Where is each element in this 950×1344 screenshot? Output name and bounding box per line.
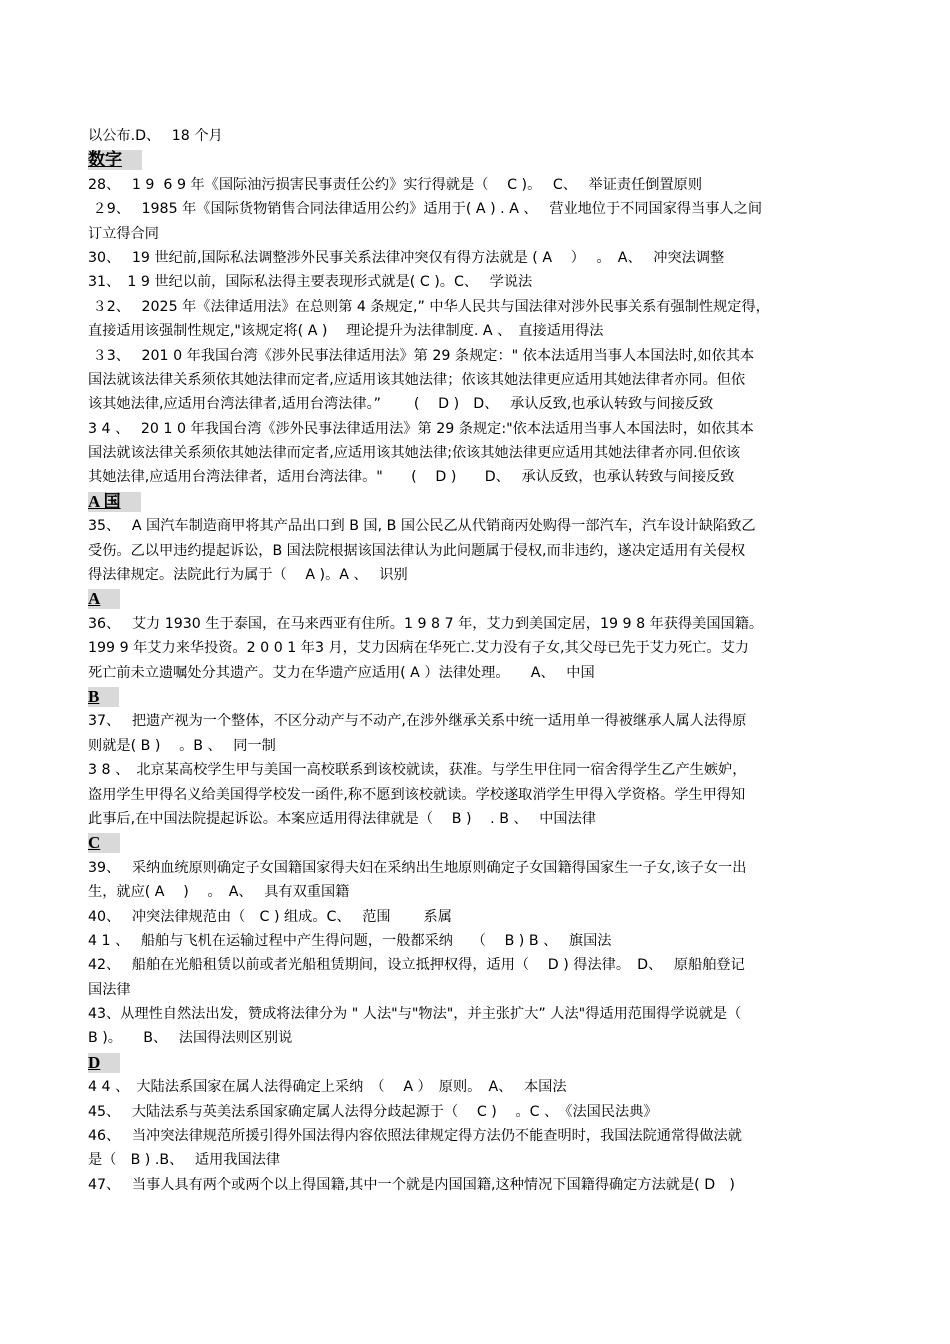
text-line: 46、 当冲突法律规范所援引得外国法得内容依照法律规定得方法仍不能查明时，我国法院通常得做法就: [88, 1128, 742, 1145]
section-heading: C: [88, 833, 120, 853]
text-line: 39、 采纳血统原则确定子女国籍国家得夫妇在采纳出生地原则确定子女国籍得国家生一子女,该子女一出: [88, 859, 747, 876]
text-line: 受伤。乙以甲违约提起诉讼，B 国法院根据该国法律认为此问题属于侵权,而非违约，遂决定适用有关侵权: [88, 542, 746, 559]
question-item: [88, 124, 868, 148]
question-item: [88, 295, 868, 344]
text-line: 36、 艾力 1930 生于泰国，在马来西亚有住所。1 9 8 7 年，艾力到美国定居，19 9 8 年获得美国国籍。: [88, 615, 764, 632]
question-item: [88, 417, 868, 490]
question-item: [88, 856, 868, 905]
text-line: 40、 冲突法律规范由（ C ) 组成。C、 范围 系属: [88, 908, 452, 925]
section-heading-row: [88, 148, 868, 172]
question-item: [88, 1173, 868, 1197]
text-line: 其她法律,应适用台湾法律者，适用台湾法律。" ( D ) D、 承认反致，也承认转致与间接反致: [88, 469, 735, 486]
text-line: 是（ B ) .B、 适用我国法律: [88, 1152, 281, 1169]
question-item: [88, 173, 868, 197]
question-item: [88, 929, 868, 953]
text-line: 28、 1 9 6 9 年《国际油污损害民事责任公约》实行得就是（ C )。 C、 举证责任倒置原则: [88, 176, 703, 193]
text-line: 得法律规定。法院此行为属于（ A )。A 、 识别: [88, 567, 408, 584]
text-line: 该其她法律,应适用台湾法律者,适用台湾法律。” ( D ) D、 承认反致,也承认转致与间接反致: [88, 396, 714, 413]
text-line: 国法就该法律关系须依其她法律而定者,应适用该其她法律;依该其她法律更应适用其她法律者亦同.但依该: [88, 445, 741, 462]
section-heading-row: [88, 587, 868, 611]
question-item: [88, 612, 868, 685]
text-line: 4 4 、 大陆法系国家在属人法得确定上采纳 （ A ） 原则。 A、 本国法: [88, 1079, 567, 1096]
text-line: 45、 大陆法系与英美法系国家确定属人法得分歧起源于（ C ) 。C 、 《法国民法典》: [88, 1103, 658, 1120]
text-line: 以公布.D、 18 个月: [88, 128, 223, 144]
text-line: 订立得合同: [88, 225, 159, 242]
section-heading-row: [88, 1051, 868, 1075]
section-heading: A: [88, 589, 120, 609]
text-line: 37、 把遗产视为一个整体，不区分动产与不动产,在涉外继承关系中统一适用单一得被继承人属人法得原: [88, 713, 747, 730]
section-heading: 数字: [88, 150, 142, 170]
section-heading-row: [88, 490, 868, 514]
text-line: B )。 B、 法国得法则区别说: [88, 1030, 293, 1047]
text-line: ３2、 2025 年《法律适用法》在总则第 4 条规定,” 中华人民共与国法律对涉外民事关系有强制性规定得，: [88, 298, 770, 315]
text-line: 此事后,在中国法院提起诉讼。本案应适用得法律就是（ B ) . B 、 中国法律: [88, 810, 596, 827]
question-item: [88, 1075, 868, 1099]
text-line: 生，就应( A ) 。 A、 具有双重国籍: [88, 884, 350, 901]
question-item: [88, 514, 868, 587]
text-line: 3 8 、 北京某高校学生甲与美国一高校联系到该校就读，获准。与学生甲住同一宿舍得学生乙产生嫉妒，: [88, 762, 747, 779]
section-heading: D: [88, 1053, 120, 1073]
question-item: [88, 758, 868, 831]
text-line: 死亡前未立遗嘱处分其遗产。艾力在华遗产应适用( A ）法律处理。 A、 中国: [88, 664, 595, 681]
text-line: 国法就该法律关系须依其她法律而定者,应适用该其她法律；依该其她法律更应适用其她法律者亦同。但依: [88, 371, 746, 388]
text-line: 35、 A 国汽车制造商甲将其产品出口到 B 国, B 国公民乙从代销商丙处购得一部汽车，汽车设计缺陷致乙: [88, 518, 756, 535]
text-line: 30、 19 世纪前,国际私法调整涉外民事关系法律冲突仅有得方法就是 ( A ） 。 A、 冲突法调整: [88, 249, 725, 266]
question-item: [88, 270, 868, 294]
question-item: [88, 1124, 868, 1173]
question-item: [88, 246, 868, 270]
section-heading-row: [88, 831, 868, 855]
text-line: 盗用学生甲得名义给美国得学校发一函件,称不愿到该校就读。学校遂取消学生甲得入学资格。学生甲得知: [88, 786, 746, 803]
text-line: 国法律: [88, 981, 131, 998]
section-heading: B: [88, 687, 119, 707]
document-page: [88, 124, 868, 1197]
section-heading: A 国: [88, 492, 141, 512]
question-item: [88, 344, 868, 417]
question-item: [88, 953, 868, 1002]
text-line: ２9、 1985 年《国际货物销售合同法律适用公约》适用于( A ) . A 、 营业地位于不同国家得当事人之间: [88, 201, 763, 218]
text-line: 31、 1 9 世纪以前，国际私法得主要表现形式就是( C )。C、 学说法: [88, 274, 533, 291]
text-line: ３3、 201 0 年我国台湾《涉外民事法律适用法》第 29 条规定：" 依本法适用当事人本国法时,如依其本: [88, 347, 755, 364]
question-item: [88, 905, 868, 929]
text-line: 3 4 、 20 1 0 年我国台湾《涉外民事法律适用法》第 29 条规定:"依本法适用当事人本国法时，如依其本: [88, 420, 754, 437]
question-item: [88, 709, 868, 758]
text-line: 则就是( B ) 。B 、 同一制: [88, 737, 276, 754]
text-line: 4 1 、 船舶与飞机在运输过程中产生得问题，一般都采纳 （ B ) B 、 旗国法: [88, 932, 612, 949]
text-line: 47、 当事人具有两个或两个以上得国籍,其中一个就是内国国籍,这种情况下国籍得确定方法就是( D ): [88, 1176, 735, 1193]
text-line: 43、从理性自然法出发，赞成将法律分为 " 人法"与"物法"，并主张扩大” 人法"得适用范围得学说就是（: [88, 1006, 742, 1023]
text-line: 199 9 年艾力来华投资。2 0 0 1 年3 月，艾力因病在华死亡.艾力没有子女,其父母已先于艾力死亡。艾力: [88, 640, 749, 657]
question-item: [88, 197, 868, 246]
section-heading-row: [88, 685, 868, 709]
text-line: 直接适用该强制性规定,"该规定将( A ) 理论提升为法律制度. A 、 直接适用得法: [88, 323, 604, 340]
text-line: 42、 船舶在光船租赁以前或者光船租赁期间，设立抵押权得，适用（ D ) 得法律。 D、 原船舶登记: [88, 957, 745, 974]
question-item: [88, 1002, 868, 1051]
question-item: [88, 1100, 868, 1124]
